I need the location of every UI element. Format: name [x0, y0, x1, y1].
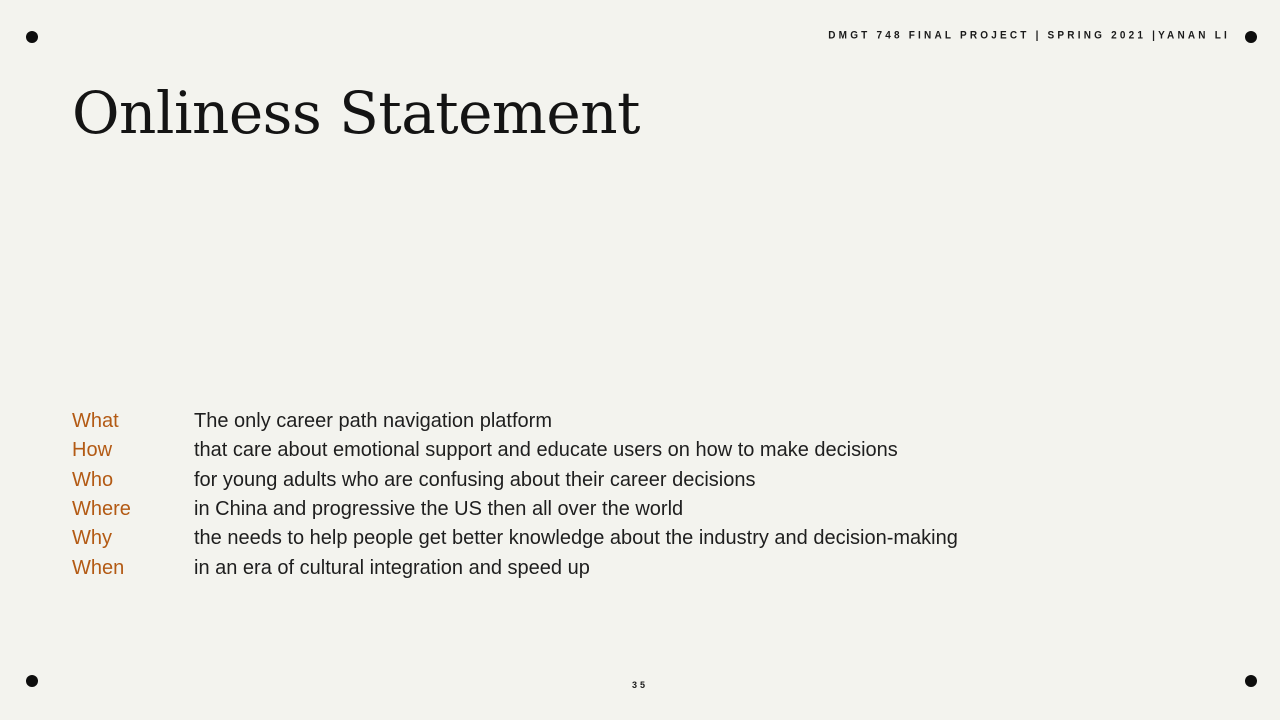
statement-text: in China and progressive the US then all over the world: [194, 498, 684, 521]
statement-text: The only career path navigation platform: [194, 410, 552, 433]
statement-key: Why: [72, 527, 112, 550]
statement-key: When: [72, 556, 125, 579]
page-number: 35: [631, 680, 648, 690]
corner-dot-top-right: [1245, 31, 1257, 43]
statement-key: What: [72, 410, 119, 433]
statement-row-where: [72, 495, 958, 524]
statement-row-why: [72, 524, 958, 553]
corner-dot-top-left: [26, 31, 38, 43]
header-meta: DMGT 748 FINAL PROJECT | SPRING 2021 |YANAN LI: [828, 29, 1230, 42]
statement-text: in an era of cultural integration and speed up: [194, 556, 590, 579]
statement-text: for young adults who are confusing about their career decisions: [194, 468, 756, 491]
statement-text: the needs to help people get better knowledge about the industry and decision-making: [194, 527, 958, 550]
page-title: Onliness Statement: [72, 79, 640, 147]
statement-key: Who: [72, 468, 114, 491]
statement-key: How: [72, 439, 113, 462]
statement-row-who: [72, 466, 958, 495]
statement-row-how: [72, 436, 958, 465]
statement-key: Where: [72, 498, 131, 521]
statement-row-what: [72, 407, 958, 436]
statement-row-when: [72, 553, 958, 582]
statement-list: [72, 407, 958, 583]
statement-text: that care about emotional support and educate users on how to make decisions: [194, 439, 898, 462]
